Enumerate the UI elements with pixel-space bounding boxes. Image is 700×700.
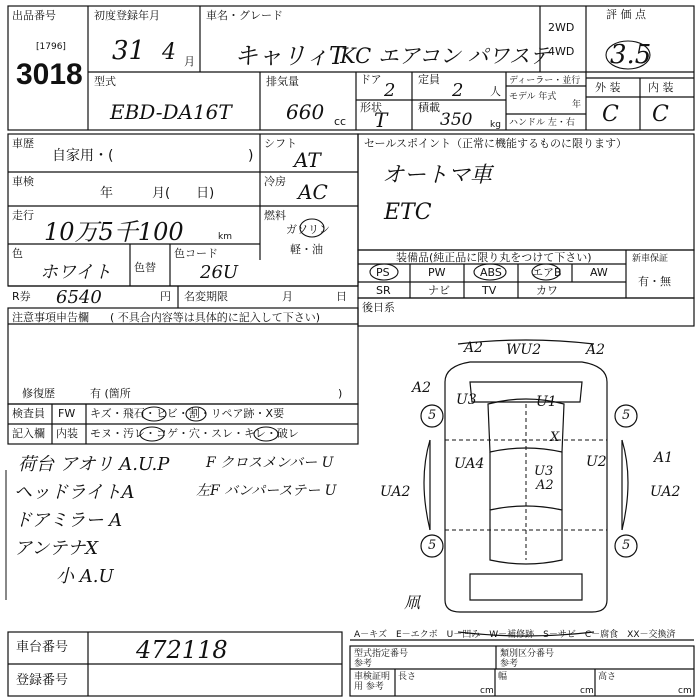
repair-history-close: )	[338, 387, 343, 400]
ac-value: AC	[298, 180, 328, 204]
wheel-front-left: 5	[428, 408, 437, 423]
color-code-label: 色コード	[174, 247, 218, 260]
shift-label: シフト	[264, 137, 297, 150]
chassis-number-value: 472118	[136, 636, 228, 664]
equip-pw: PW	[428, 266, 446, 279]
cert-class-label: 類別区分番号 参考	[500, 649, 555, 669]
month-unit: 月	[184, 55, 195, 68]
sales-point-line2: ETC	[384, 200, 432, 225]
sales-point-title: セールスポイント（正常に機能するものに限ります）	[364, 137, 628, 150]
yen-unit: 円	[160, 290, 171, 303]
length-unit: cm	[480, 686, 494, 696]
equip-aw: AW	[590, 266, 608, 279]
mark-rear: 凧	[404, 593, 421, 612]
registration-number-label: 登録番号	[16, 673, 69, 688]
load-label: 積載	[418, 101, 440, 114]
repair-history-value: 有 (箇所	[90, 387, 131, 400]
registration-month: 4	[162, 40, 176, 65]
mark-a1-right: A1	[654, 450, 674, 466]
drive-2wd: 2WD	[548, 21, 575, 34]
inspection-fields: 年 月( 日)	[100, 186, 215, 201]
note-right-1: F クロスメンバー U	[206, 455, 334, 471]
name-change-label: 名変期限	[184, 290, 228, 303]
mark-u3: U3	[456, 392, 477, 408]
new-car-warranty-label: 新車保証	[632, 254, 669, 264]
color-code-value: 26U	[200, 262, 239, 283]
km-unit: km	[218, 232, 232, 242]
interior-grade: C	[652, 102, 669, 127]
equip-tv: TV	[482, 284, 497, 297]
history-label: 車歴	[12, 137, 34, 150]
mark-a2-top-right: A2	[586, 342, 606, 358]
recycle-ticket-label: R券	[12, 290, 31, 303]
repair-history-label: 修復歴	[22, 387, 55, 400]
note-right-2: 左F バンパーステー U	[196, 483, 337, 499]
car-name: キャリィT	[234, 42, 346, 70]
interior-label: 内 装	[648, 81, 674, 94]
exterior-label: 外 装	[595, 81, 621, 94]
shape-value: T	[374, 108, 388, 132]
first-registration-label: 初度登録年月	[94, 9, 160, 22]
wheel-rear-right: 5	[622, 538, 631, 553]
model-year-label: モデル 年式	[509, 92, 557, 102]
color-value: ホワイト	[40, 262, 112, 283]
fuel-label: 燃料	[264, 209, 286, 222]
history-value: 自家用・(	[52, 148, 114, 164]
mark-u3-center: U3	[534, 464, 554, 479]
lot-label: 出品番号	[12, 9, 56, 22]
car-diagram-lines	[421, 340, 637, 636]
mark-ua2-left: UA2	[380, 484, 411, 500]
door-value: 2	[384, 80, 396, 101]
score-label: 評 価 点	[606, 8, 646, 21]
mileage-value: 10万5千100	[44, 218, 184, 246]
fuel-gasoline: ガソリン	[286, 223, 330, 236]
load-value: 350	[440, 110, 473, 130]
wheel-front-right: 5	[622, 408, 631, 423]
mark-ua4: UA4	[454, 456, 485, 472]
ac-label: 冷房	[264, 175, 286, 188]
notes-subtitle: ( 不具合内容等は具体的に記入して下さい)	[110, 311, 321, 324]
year-unit: 年	[572, 100, 582, 110]
mark-a2-left: A2	[412, 380, 432, 396]
equip-ps: PS	[376, 266, 390, 279]
note-line-2: ヘッドライトA	[14, 482, 135, 503]
equip-abs: ABS	[480, 266, 502, 279]
displacement-label: 排気量	[266, 75, 299, 88]
model-label: 型式	[94, 75, 116, 88]
inspector-label: 検査員	[12, 407, 45, 420]
wheel-rear-left: 5	[428, 538, 437, 553]
history-paren-close: )	[248, 148, 254, 164]
note-line-1: 荷台 アオリ A.U.P	[18, 454, 170, 475]
grade: KC エアコン パワステ	[340, 44, 551, 68]
interior-items: モヌ・汚レ・コゲ・穴・スレ・キレ・破レ	[90, 427, 299, 440]
width-unit: cm	[580, 686, 594, 696]
mark-u1-roof: U1	[536, 394, 557, 410]
registration-year: 31	[112, 36, 146, 66]
shift-value: AT	[294, 148, 321, 172]
recycle-ticket-value: 6540	[56, 287, 102, 308]
equip-navi: ナビ	[428, 284, 450, 297]
mark-ua2-right: UA2	[650, 484, 681, 500]
note-line-4: アンテナX	[14, 538, 99, 559]
fw-items: キズ・飛石・ヒビ・割・リペア跡・X要	[90, 407, 285, 420]
mileage-label: 走行	[12, 209, 34, 222]
length-label: 長さ	[398, 672, 417, 682]
damage-legend: A－キズ E－エクボ U－凹み W－補修跡 S－サビ C－腐食 XX－交換済	[354, 630, 676, 640]
height-label: 高さ	[598, 672, 617, 682]
mark-x: X	[550, 430, 560, 445]
mark-u2-right: U2	[586, 454, 607, 470]
mark-wu2: WU2	[506, 342, 542, 358]
sales-point-line1: オートマ車	[382, 163, 493, 188]
model-value: EBD-DA16T	[110, 100, 232, 124]
capacity-label: 定員	[418, 73, 440, 86]
score-value: 3.5	[610, 40, 652, 70]
cert-vehicle-label: 車検証明用 参考	[354, 672, 391, 692]
displacement-unit: cc	[334, 115, 347, 128]
fuel-diesel: 軽・油	[290, 243, 323, 256]
shape-label: 形状	[360, 101, 382, 114]
fw-label: FW	[58, 407, 76, 420]
car-name-label: 車名・グレード	[206, 9, 283, 22]
dealer-label: ディーラー・並行	[509, 76, 581, 86]
lot-number: 3018	[16, 58, 83, 91]
handle-label: ハンドル 左・右	[509, 118, 575, 128]
door-label: ドア	[360, 73, 382, 86]
equip-airbag: エアB	[532, 266, 562, 279]
color-label: 色	[12, 247, 23, 260]
lot-sub-number: [1796]	[36, 42, 66, 52]
note-line-3: ドアミラー A	[14, 510, 123, 531]
capacity-unit: 人	[490, 85, 501, 98]
notes-title: 注意事項申告欄	[12, 311, 89, 324]
width-label: 幅	[498, 672, 508, 682]
displacement-value: 660	[286, 100, 325, 124]
entry-label: 記入欄	[12, 427, 45, 440]
mark-a2-top-left: A2	[464, 340, 484, 356]
inspection-label: 車検	[12, 175, 34, 188]
mark-a2-center: A2	[536, 478, 554, 493]
name-change-day: 日	[336, 290, 347, 303]
exterior-grade: C	[602, 102, 619, 127]
equip-sr: SR	[376, 284, 391, 297]
load-unit: kg	[490, 120, 501, 130]
note-line-5: 小 A.U	[56, 566, 114, 587]
equip-leather: カワ	[536, 284, 558, 297]
name-change-month: 月	[282, 290, 293, 303]
color-change-label: 色替	[134, 261, 156, 274]
chassis-number-label: 車台番号	[16, 640, 69, 655]
drive-4wd: 4WD	[548, 45, 575, 58]
after-label: 後日系	[362, 301, 395, 314]
new-car-warranty-value: 有・無	[638, 275, 671, 288]
capacity-value: 2	[452, 80, 464, 101]
height-unit: cm	[678, 686, 692, 696]
cert-type-label: 型式指定番号 参考	[354, 649, 409, 669]
equipment-title: 装備品(純正品に限り丸をつけて下さい)	[396, 251, 592, 264]
interior-items-label: 内装	[56, 427, 78, 440]
